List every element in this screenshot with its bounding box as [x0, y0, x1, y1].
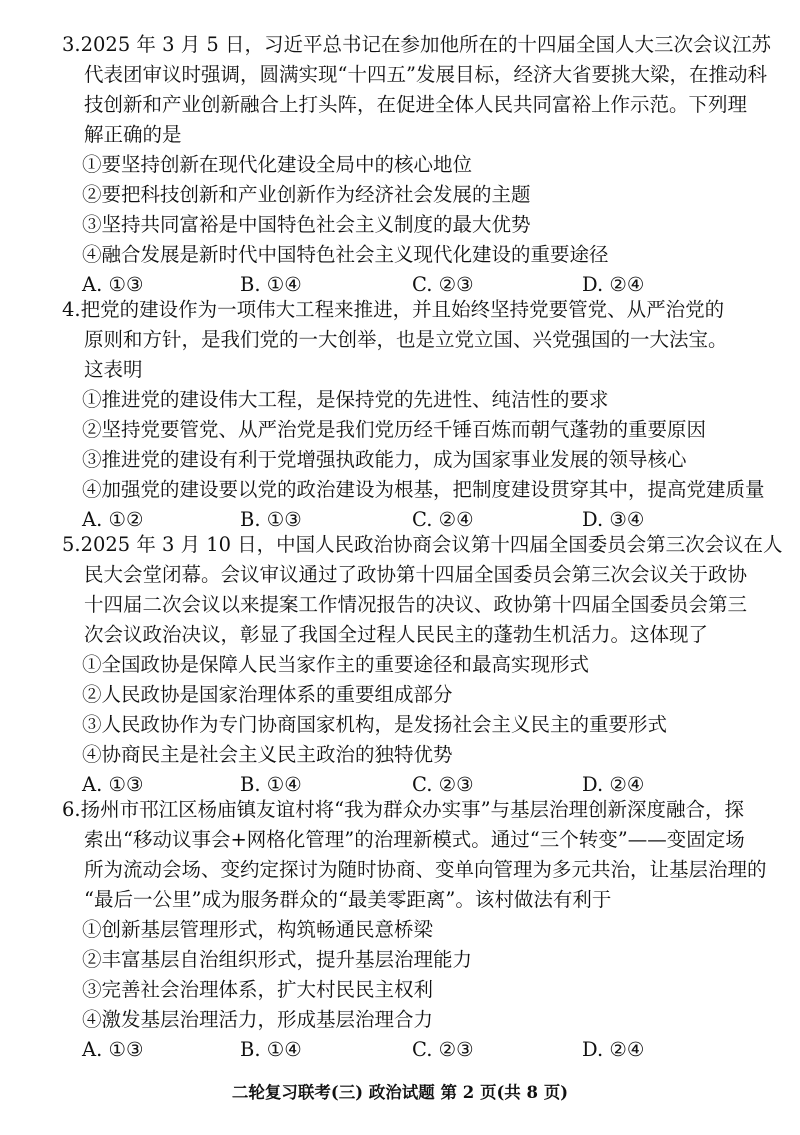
page-footer: 二轮复习联考(三) 政治试题 第 2 页(共 8 页)	[231, 1083, 569, 1102]
answer-choices	[82, 1035, 742, 1065]
option-statement: ②人民政协是国家治理体系的重要组成部分	[82, 683, 453, 706]
question-stem-line: 6.扬州市邗江区杨庙镇友谊村将“我为群众办实事”与基层治理创新深度融合，探	[62, 798, 745, 821]
option-statement: ③完善社会治理体系，扩大村民民主权利	[82, 978, 434, 1001]
choice-a[interactable]: A. ①③	[82, 773, 144, 796]
option-statement: ④激发基层治理活力，形成基层治理合力	[82, 1008, 434, 1031]
choice-a[interactable]: A. ①③	[82, 273, 144, 296]
question-stem-line: 这表明	[84, 358, 143, 381]
choice-a[interactable]: A. ①③	[82, 1038, 144, 1061]
question-stem-line: 民大会堂闭幕。会议审议通过了政协第十四届全国委员会第三次会议关于政协	[84, 563, 748, 586]
choice-b[interactable]: B. ①④	[240, 1038, 302, 1061]
option-statement: ④融合发展是新时代中国特色社会主义现代化建设的重要途径	[82, 243, 609, 266]
choice-c[interactable]: C. ②④	[412, 508, 474, 531]
question-stem-line: 所为流动会场、变约定探讨为随时协商、变单向管理为多元共治，让基层治理的	[84, 858, 767, 881]
choice-d[interactable]: D. ②④	[582, 1038, 645, 1061]
question-stem-line: 技创新和产业创新融合上打头阵，在促进全体人民共同富裕上作示范。下列理	[84, 93, 748, 116]
question-stem-line: 4.把党的建设作为一项伟大工程来推进，并且始终坚持党要管党、从严治党的	[62, 298, 725, 321]
choice-a[interactable]: A. ①②	[82, 508, 144, 531]
question-stem-line: 解正确的是	[84, 123, 182, 146]
choice-c[interactable]: C. ②③	[412, 1038, 474, 1061]
choice-b[interactable]: B. ①③	[240, 508, 302, 531]
option-statement: ②丰富基层自治组织形式，提升基层治理能力	[82, 948, 473, 971]
option-statement: ①推进党的建设伟大工程，是保持党的先进性、纯洁性的要求	[82, 388, 609, 411]
choice-d[interactable]: D. ②④	[582, 273, 645, 296]
option-statement: ③人民政协作为专门协商国家机构，是发扬社会主义民主的重要形式	[82, 713, 668, 736]
choice-b[interactable]: B. ①④	[240, 273, 302, 296]
option-statement: ③推进党的建设有利于党增强执政能力，成为国家事业发展的领导核心	[82, 448, 687, 471]
question-stem-line: 原则和方针，是我们党的一大创举，也是立党立国、兴党强国的一大法宝。	[84, 328, 728, 351]
option-statement: ②要把科技创新和产业创新作为经济社会发展的主题	[82, 183, 531, 206]
question-stem-line: 3.2025 年 3 月 5 日，习近平总书记在参加他所在的十四届全国人大三次会议江苏	[62, 33, 772, 56]
question-stem-line: “最后一公里”成为服务群众的“最美零距离”。该村做法有利于	[84, 888, 612, 911]
option-statement: ④加强党的建设要以党的政治建设为根基，把制度建设贯穿其中，提高党建质量	[82, 478, 765, 501]
option-statement: ④协商民主是社会主义民主政治的独特优势	[82, 743, 453, 766]
question-stem-line: 代表团审议时强调，圆满实现“十四五”发展目标，经济大省要挑大梁，在推动科	[84, 63, 767, 86]
option-statement: ②坚持党要管党、从严治党是我们党历经千锤百炼而朝气蓬勃的重要原因	[82, 418, 707, 441]
question-stem-line: 索出“移动议事会+网格化管理”的治理新模式。通过“三个转变”——变固定场	[84, 828, 745, 851]
choice-d[interactable]: D. ③④	[582, 508, 645, 531]
option-statement: ③坚持共同富裕是中国特色社会主义制度的最大优势	[82, 213, 531, 236]
choice-c[interactable]: C. ②③	[412, 773, 474, 796]
option-statement: ①要坚持创新在现代化建设全局中的核心地位	[82, 153, 473, 176]
choice-b[interactable]: B. ①④	[240, 773, 302, 796]
question-stem-line: 5.2025 年 3 月 10 日，中国人民政治协商会议第十四届全国委员会第三次会议在人	[62, 533, 783, 556]
option-statement: ①创新基层管理形式，构筑畅通民意桥梁	[82, 918, 434, 941]
choice-c[interactable]: C. ②③	[412, 273, 474, 296]
question-stem-line: 十四届二次会议以来提案工作情况报告的决议、政协第十四届全国委员会第三	[84, 593, 748, 616]
choice-d[interactable]: D. ②④	[582, 773, 645, 796]
question-stem-line: 次会议政治决议，彰显了我国全过程人民民主的蓬勃生机活力。这体现了	[84, 623, 709, 646]
option-statement: ①全国政协是保障人民当家作主的重要途径和最高实现形式	[82, 653, 590, 676]
